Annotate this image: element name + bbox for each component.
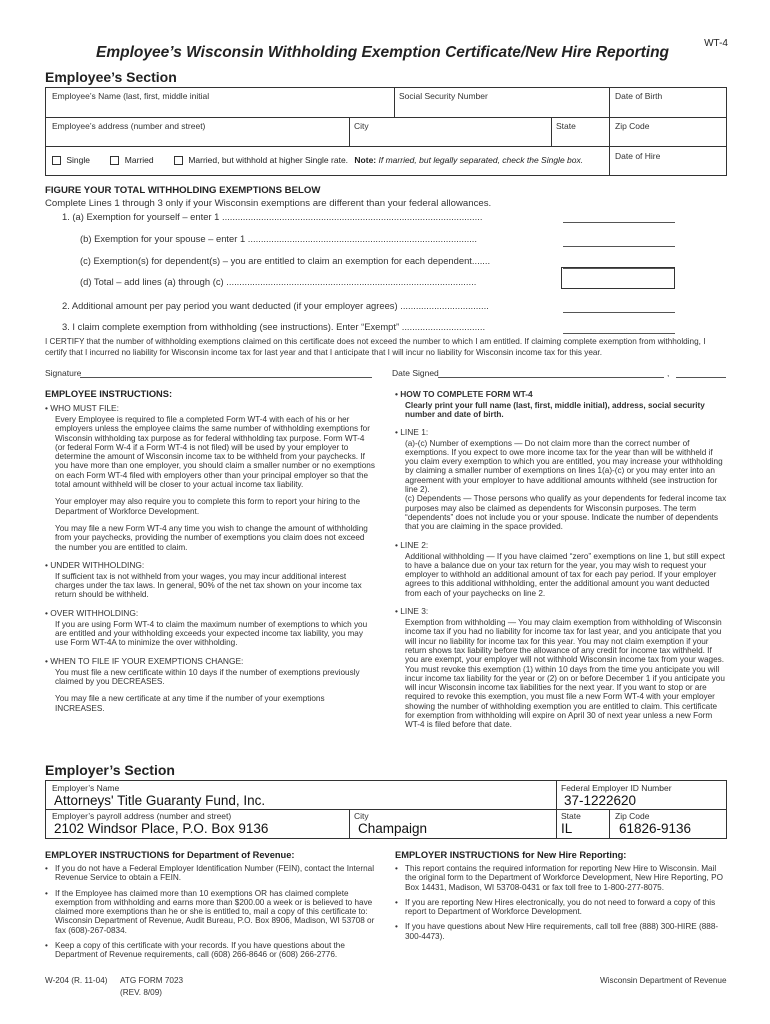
employer-name-value[interactable]: Attorneys' Title Guaranty Fund, Inc. [54, 793, 266, 808]
dor-instructions-heading: EMPLOYER INSTRUCTIONS for Department of Revenue: [45, 850, 295, 860]
single-label: Single [66, 155, 91, 165]
date-comma: , [667, 368, 670, 378]
employer-info-box [45, 780, 727, 839]
under-withholding-heading: • UNDER WITHHOLDING: [45, 559, 145, 570]
employee-zip-label: Zip Code [615, 121, 650, 131]
who-paragraph-2: Your employer may also require you to complete this form to report your hiring to the Department of Workforce Development. [55, 497, 361, 516]
employee-instructions [45, 389, 375, 721]
date-signed-line[interactable] [438, 377, 664, 378]
new-hire-bullet-1: This report contains the required information for reporting New Hire to Wisconsin. Mail the original form to the Department of Workforce Development, New Hire Reporting, PO Box 14431, Madison, WI 53708-0431 or fax toll free to 1-800-277-8075. [405, 864, 723, 892]
line-1b-input[interactable] [563, 235, 675, 247]
employee-instructions-heading: EMPLOYEE INSTRUCTIONS: [45, 389, 173, 399]
new-hire-instructions-heading: EMPLOYER INSTRUCTIONS for New Hire Reporting: [395, 850, 627, 860]
married-checkbox[interactable] [110, 156, 119, 165]
note-label: Note: [354, 155, 377, 165]
how-to-heading: • HOW TO COMPLETE FORM WT-4 [395, 389, 533, 399]
certify-statement: I CERTIFY that the number of withholding exemptions claimed on this certificate does not exceed the number to which I am entitled. If claiming complete exemption from withholding, I certify that I incurred no liability for Wisconsin income tax for last year and that I anticipate that I will incur no liability for Wisconsin income tax for this year. [45, 337, 706, 357]
line-1c: (c) Exemption(s) for dependent(s) – you are entitled to claim an exemption for each dependent....... [80, 255, 491, 266]
line-1d-total-box[interactable] [561, 267, 675, 289]
married-label: Married [124, 155, 154, 165]
fein-value[interactable]: 37-1222620 [564, 793, 637, 808]
over-withholding-heading: • OVER WITHHOLDING: [45, 607, 139, 618]
under-paragraph: If sufficient tax is not withheld from your wages, you may incur additional interest charges under the tax laws. In general, 90% of the net tax shown on your income tax return should be withheld. [55, 571, 362, 600]
over-paragraph: If you are using Form WT-4 to claim the maximum number of exemptions to which you are entitled and your withholding exceeds your expected income tax liability, you may use Form WT-4A to minimize the over withholding. [55, 619, 368, 648]
form-code: WT-4 [704, 38, 728, 49]
employee-section-heading: Employee’s Section [45, 69, 177, 85]
date-signed-label: Date Signed [392, 368, 439, 378]
employer-zip-value[interactable]: 61826-9136 [619, 821, 692, 836]
line-1d: (d) Total – add lines (a) through (c) ................................................................................................ [80, 276, 477, 287]
employee-city-label: City [354, 121, 369, 131]
line-2: 2. Additional amount per pay period you want deducted (if your employer agrees) .................................. [62, 300, 489, 311]
dob-label: Date of Birth [615, 91, 663, 101]
employer-name-label: Employer’s Name [52, 783, 120, 793]
how-to-complete [395, 389, 727, 730]
employer-state-value[interactable]: IL [561, 821, 573, 836]
form-title: Employee’s Wisconsin Withholding Exemption Certificate/New Hire Reporting [96, 44, 670, 61]
line1-paragraph-2: (c) Dependents — Those persons who qualify as your dependents for federal income tax purposes may also be claimed as dependents for Wisconsin purposes. The term “dependents” does not include you or your spouse. Indicate the number of dependents that you are claiming in the space provided. [405, 494, 727, 532]
employee-address-label: Employee’s address (number and street) [52, 121, 206, 131]
employer-address-value[interactable]: 2102 Windsor Place, P.O. Box 9136 [54, 821, 269, 836]
employee-info-box [45, 87, 727, 176]
employer-city-label: City [354, 811, 369, 821]
line3-paragraph-2: You must revoke this exemption (1) within 10 days from the time you anticipate you will incur income tax liability for the year or (2) on or before December 1 if you anticipate you will incur Wisconsin income tax liabilities for the next year. If you want to stop or are required to revoke this exemption, you must file a new Form WT-4 with your employer showing the number of withholding exemption you are entitled to claim. This certificate for exemption from withholding will expire on April 30 of next year unless a new Form WT-4 is filed before that date. [405, 664, 725, 730]
ssn-label: Social Security Number [399, 91, 488, 101]
form-number: W-204 (R. 11-04) [45, 976, 108, 985]
department-name: Wisconsin Department of Revenue [600, 976, 727, 985]
employer-section-heading: Employer’s Section [45, 762, 175, 778]
line3-heading: • LINE 3: [395, 606, 429, 617]
exemptions-intro: Complete Lines 1 through 3 only if your Wisconsin exemptions are different than your federal allowances. [45, 198, 492, 209]
employee-state-label: State [556, 121, 576, 131]
line-3-input[interactable] [563, 322, 675, 334]
hire-date-label: Date of Hire [615, 151, 661, 161]
fein-label: Federal Employer ID Number [561, 783, 672, 793]
line-1a: 1. (a) Exemption for yourself – enter 1 .................................................................................................... [62, 211, 483, 222]
when-paragraph-1: You must file a new certificate within 10 days if the number of exemptions previously claimed by you DECREASES. [55, 667, 360, 686]
line2-paragraph: Additional withholding — If you have claimed “zero” exemptions on line 1, but still expect to have a balance due on your tax return for the year, you may wish to request your employer to withhold an additional amount of tax for each pay period. If your employer agrees to this additional withholding, enter the additional amount you want deducted from each of your paychecks on line 2. [405, 551, 725, 598]
who-paragraph-1: Every Employee is required to file a completed Form WT-4 with each of his or her employers unless the employee claims the same number of withholding exemptions for Wisconsin withholding tax purpose as for federal withholding tax purpose. Form WT-4 (or federal Form W-4 if a Form WT-4 is not filed) will be used by your employer to determine the amount of Wisconsin income tax to be withheld from your paychecks. If you have more than one employer, you should claim a smaller number or no exemptions on each Form WT-4 filed with employers other than your principal employer so that the total amount withheld will be closer to your actual income tax liability. [55, 415, 375, 490]
revision-date: (REV. 8/09) [120, 988, 163, 997]
dor-bullet-2: If the Employee has claimed more than 10 exemptions OR has claimed complete exemption from withholding and earns more than $200.00 a week or is believed to have claimed more exemptions than he or she is entitled to, mail a copy of this certificate to: Wisconsin Department of Revenue, Audit Bureau, P.O. Box 8906, Madison, WI 53708 or fax (608)-267-0834. [55, 888, 375, 935]
exemptions-heading: FIGURE YOUR TOTAL WITHHOLDING EXEMPTIONS BELOW [45, 185, 321, 196]
employee-name-label: Employee’s Name (last, first, middle initial [52, 91, 210, 101]
married-higher-checkbox[interactable] [174, 156, 183, 165]
dor-bullet-1: If you do not have a Federal Employer Identification Number (FEIN), contact the Internal Revenue Service to obtain a FEIN. [55, 864, 375, 883]
line2-heading: • LINE 2: [395, 539, 429, 550]
line-1a-input[interactable] [563, 211, 675, 223]
line-3: 3. I claim complete exemption from withholding (see instructions). Enter “Exempt” ................................ [62, 321, 486, 332]
line1-paragraph-1: (a)-(c) Number of exemptions — Do not claim more than the correct number of exemptions. If you expect to owe more income tax for the year than will be withheld if you claim every exemption to which you are entitled, you may increase your withholding by claiming a smaller number of exemptions on lines 1(a)-(c) or you may enter into an agreement with your employer to have additional amounts withheld (see instruction for line 2). [405, 438, 723, 495]
employer-state-label: State [561, 811, 581, 821]
signature-line[interactable] [80, 377, 372, 378]
when-paragraph-2: You may file a new certificate at any time if the number of your exemptions INCREASES. [55, 694, 325, 713]
line1-heading: • LINE 1: [395, 426, 429, 437]
employer-city-value[interactable]: Champaign [358, 821, 428, 836]
new-hire-instructions: EMPLOYER INSTRUCTIONS for New Hire Reporting: • This report contains the required information for reporting New Hire to Wisconsin. Mail the original form to the Department of Workforce Development, New Hire Reporting, PO Box 14431, Madison, WI 53708-0431 or fax toll free to 1-800-277-8075. • If you are reporting New Hires electronically, you do not need to forward a copy of this report to Department of Workforce Development. • If you have questions about New Hire requirements, call toll free (888) 300-HIRE (888-300-4473). [395, 850, 727, 941]
atg-form-number: ATG FORM 7023 [120, 976, 184, 985]
single-checkbox[interactable] [52, 156, 61, 165]
employer-zip-label: Zip Code [615, 811, 650, 821]
married-higher-label: Married, but withhold at higher Single rate. [188, 155, 349, 165]
signature-label: Signature [45, 368, 82, 378]
date-year-line[interactable] [676, 377, 726, 378]
when-to-file-heading: • WHEN TO FILE IF YOUR EXEMPTIONS CHANGE: [45, 655, 244, 666]
line3-paragraph-1: Exemption from withholding — You may claim exemption from withholding of Wisconsin income tax if you had no liability for income tax for last year, and you anticipate that you will incur no liability for income tax for this year. You may not claim exemption if your return shows tax liability before the allowance of any credit for income tax withheld. If you are exempt, your employer will not withhold Wisconsin income tax from your wages. [405, 618, 724, 665]
dor-bullet-3: Keep a copy of this certificate with your records. If you have questions about the Department of Revenue requirements, call (608) 266-8646 or (608) 266-2776. [55, 941, 345, 960]
dor-instructions: EMPLOYER INSTRUCTIONS for Department of Revenue: • If you do not have a Federal Employer Identification Number (FEIN), contact the Internal Revenue Service to obtain a FEIN. • If the Employee has claimed more than 10 exemptions OR has claimed complete exemption from withholding and earns more than $200.00 a week or is believed to have claimed more exemptions than he or she is entitled to, mail a copy of this certificate to: Wisconsin Department of Revenue, Audit Bureau, P.O. Box 8906, Madison, WI 53708 or fax (608)-267-0834. • Keep a copy of this certificate with your records. If you have questions about the Department of Revenue requirements, call (608) 266-8646 or (608) 266-2776. [45, 850, 375, 960]
new-hire-bullet-3: If you have questions about New Hire requirements, call toll free (888) 300-HIRE (888-300-4473). [405, 922, 719, 941]
note-text: If married, but legally separated, check the Single box. [378, 155, 584, 165]
how-to-sub: Clearly print your full name (last, first, middle initial), address, social security number and date of birth. [405, 401, 705, 420]
who-must-file-heading: • WHO MUST FILE: [45, 403, 119, 413]
new-hire-bullet-2: If you are reporting New Hires electronically, you do not need to forward a copy of this report to Department of Workforce Development. [405, 897, 716, 917]
line-2-input[interactable] [563, 301, 675, 313]
line-1b: (b) Exemption for your spouse – enter 1 ........................................................................................ [80, 233, 478, 244]
employer-address-label: Employer’s payroll address (number and street) [52, 811, 232, 821]
who-paragraph-3: You may file a new Form WT-4 any time you wish to change the amount of withholding from your paychecks, providing the number of exemptions you claim does not exceed the number you are entitled to claim. [55, 523, 368, 552]
